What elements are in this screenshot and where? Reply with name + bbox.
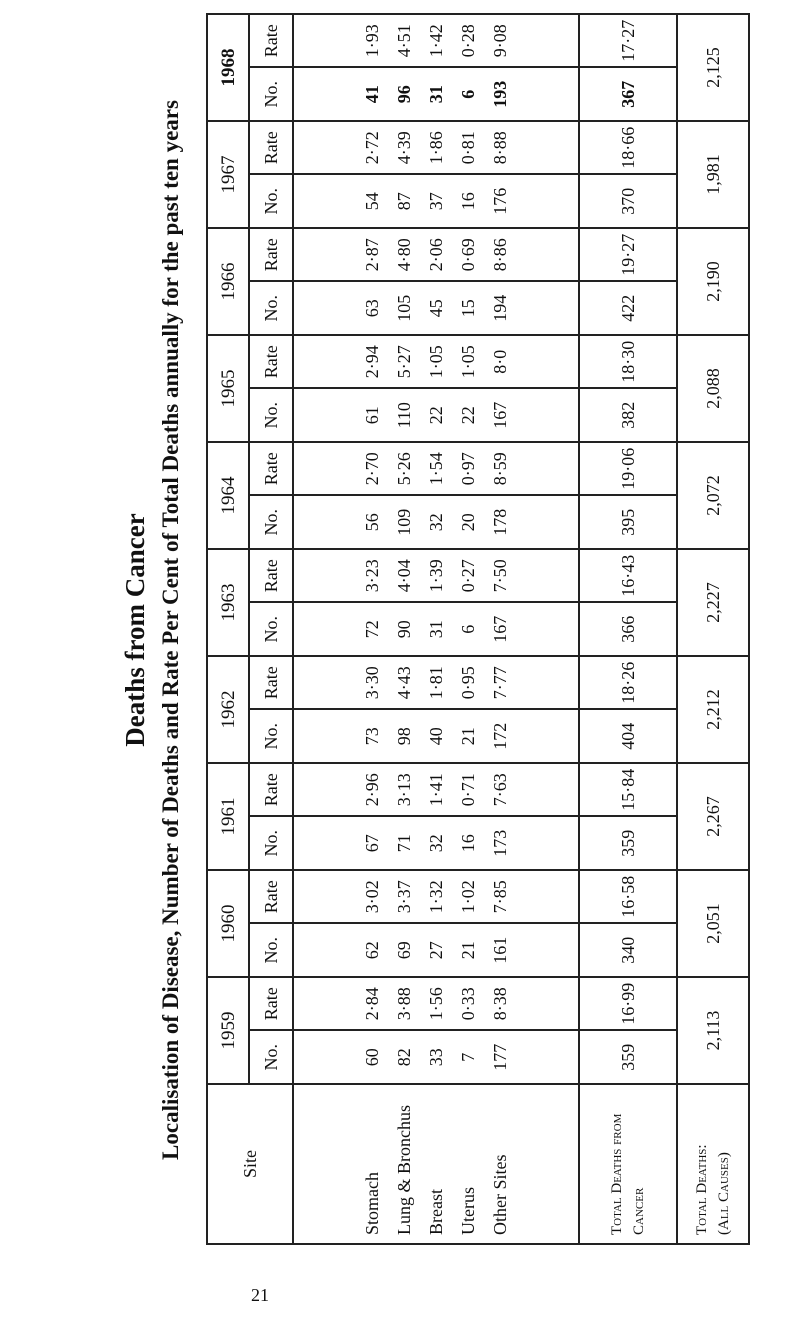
deaths-rate: 1·54 — [426, 452, 446, 486]
rate-header: Rate — [249, 121, 293, 175]
year-header: 1961 — [207, 763, 249, 870]
total-all-causes-row — [677, 14, 749, 1244]
rotated-table-page — [110, 15, 750, 1245]
deaths-rate: 0·97 — [458, 452, 478, 486]
total-all-causes-value: 2,088 — [677, 335, 749, 442]
total-cancer-number: 370 — [579, 175, 677, 229]
deaths-rate: 1·05 — [458, 345, 478, 379]
deaths-rate: 4·51 — [394, 24, 414, 58]
rate-header: Rate — [249, 656, 293, 710]
site-deaths-numbers — [293, 389, 579, 443]
deaths-rate: 8·59 — [490, 452, 510, 486]
deaths-number: 90 — [394, 620, 414, 639]
page-title — [110, 15, 196, 1245]
deaths-number: 31 — [426, 85, 446, 104]
deaths-rate: 3·88 — [394, 987, 414, 1021]
year-header: 1966 — [207, 228, 249, 335]
deaths-rate: 0·28 — [458, 24, 478, 58]
deaths-number: 172 — [490, 722, 510, 750]
total-cancer-number: 340 — [579, 924, 677, 978]
deaths-rate: 3·23 — [362, 559, 382, 593]
site-label: Uterus — [458, 1187, 478, 1235]
deaths-rate: 0·33 — [458, 987, 478, 1021]
deaths-rate: 8·0 — [490, 349, 510, 374]
deaths-number: 32 — [426, 513, 446, 532]
deaths-number: 21 — [458, 941, 478, 960]
deaths-rate: 7·50 — [490, 559, 510, 593]
deaths-rate: 4·04 — [394, 559, 414, 593]
site-deaths-rates — [293, 121, 579, 175]
year-header: 1960 — [207, 870, 249, 977]
deaths-number: 22 — [426, 406, 446, 425]
year-header: 1968 — [207, 14, 249, 121]
year-header-row — [207, 14, 249, 1244]
deaths-rate: 2·70 — [362, 452, 382, 486]
deaths-rate: 0·27 — [458, 559, 478, 593]
year-header: 1959 — [207, 977, 249, 1084]
title-line-1: Deaths from Cancer — [120, 513, 150, 747]
total-cancer-number: 366 — [579, 603, 677, 657]
deaths-rate: 0·69 — [458, 238, 478, 272]
site-deaths-rates — [293, 656, 579, 710]
total-cancer-rate: 18·26 — [579, 656, 677, 710]
deaths-number: 69 — [394, 941, 414, 960]
subheader-row — [249, 14, 293, 1244]
deaths-number: 87 — [394, 192, 414, 211]
deaths-number: 82 — [394, 1048, 414, 1067]
total-all-label — [677, 1084, 749, 1244]
site-deaths-rates — [293, 977, 579, 1031]
site-label: Breast — [426, 1189, 446, 1235]
rate-header: Rate — [249, 549, 293, 603]
deaths-number: 178 — [490, 508, 510, 536]
deaths-rate: 8·86 — [490, 238, 510, 272]
deaths-number: 194 — [490, 294, 510, 322]
title-line-2: Localisation of Disease, Number of Deaths and Rate Per Cent of Total Deaths annually for the past ten years — [158, 100, 183, 1160]
site-deaths-numbers — [293, 603, 579, 657]
total-cancer-rate: 16·58 — [579, 870, 677, 924]
deaths-number: 109 — [394, 508, 414, 536]
deaths-number: 161 — [490, 936, 510, 964]
deaths-rate: 2·94 — [362, 345, 382, 379]
deaths-rate: 0·71 — [458, 773, 478, 807]
deaths-number: 27 — [426, 941, 446, 960]
deaths-number: 16 — [458, 834, 478, 853]
deaths-number: 105 — [394, 294, 414, 322]
total-all-causes-value: 2,190 — [677, 228, 749, 335]
deaths-number: 33 — [426, 1048, 446, 1067]
year-header: 1967 — [207, 121, 249, 228]
deaths-rate: 2·84 — [362, 987, 382, 1021]
deaths-rate: 5·26 — [394, 452, 414, 486]
deaths-rate: 2·87 — [362, 238, 382, 272]
deaths-number: 98 — [394, 727, 414, 746]
total-cancer-rate: 17·27 — [579, 14, 677, 68]
deaths-number: 96 — [394, 85, 414, 104]
number-header: No. — [249, 603, 293, 657]
deaths-rate: 1·05 — [426, 345, 446, 379]
rate-header: Rate — [249, 14, 293, 68]
site-deaths-rates — [293, 335, 579, 389]
year-header: 1963 — [207, 549, 249, 656]
rate-header: Rate — [249, 870, 293, 924]
rate-header: Rate — [249, 335, 293, 389]
total-all-causes-value: 2,125 — [677, 14, 749, 121]
deaths-rate: 1·81 — [426, 666, 446, 700]
deaths-number: 54 — [362, 192, 382, 211]
site-deaths-numbers — [293, 175, 579, 229]
total-label-line-2: Cancer — [631, 1187, 647, 1235]
deaths-number: 45 — [426, 299, 446, 318]
deaths-number: 41 — [362, 85, 382, 104]
total-cancer-number: 367 — [579, 68, 677, 122]
deaths-number: 7 — [458, 1052, 478, 1062]
deaths-number: 177 — [490, 1043, 510, 1071]
deaths-number: 32 — [426, 834, 446, 853]
site-deaths-rates — [293, 870, 579, 924]
deaths-rate: 8·38 — [490, 987, 510, 1021]
number-header: No. — [249, 710, 293, 764]
deaths-number: 6 — [458, 624, 478, 634]
total-cancer-rate: 15·84 — [579, 763, 677, 817]
total-all-causes-value: 2,227 — [677, 549, 749, 656]
all-label-line-1: Total Deaths: — [694, 1144, 710, 1235]
site-deaths-numbers — [293, 496, 579, 550]
site-deaths-numbers — [293, 1031, 579, 1085]
deaths-number: 40 — [426, 727, 446, 746]
total-cancer-label — [579, 1084, 677, 1244]
rate-header: Rate — [249, 977, 293, 1031]
total-cancer-number: 382 — [579, 389, 677, 443]
deaths-number: 193 — [490, 80, 510, 108]
total-cancer-rate: 19·27 — [579, 228, 677, 282]
site-deaths-numbers — [293, 710, 579, 764]
deaths-number: 176 — [490, 187, 510, 215]
site-label: Lung & Bronchus — [394, 1105, 414, 1235]
site-deaths-numbers — [293, 282, 579, 336]
deaths-number: 73 — [362, 727, 382, 746]
deaths-rate: 1·42 — [426, 24, 446, 58]
deaths-number: 63 — [362, 299, 382, 318]
deaths-number: 6 — [458, 89, 478, 99]
total-all-causes-value: 1,981 — [677, 121, 749, 228]
deaths-rate: 2·72 — [362, 131, 382, 165]
site-label: Other Sites — [490, 1154, 510, 1235]
total-cancer-number: 359 — [579, 1031, 677, 1085]
total-cancer-rate: 18·66 — [579, 121, 677, 175]
deaths-rate: 1·39 — [426, 559, 446, 593]
deaths-number: 56 — [362, 513, 382, 532]
total-cancer-rate: 16·99 — [579, 977, 677, 1031]
number-header: No. — [249, 1031, 293, 1085]
total-cancer-rate: 19·06 — [579, 442, 677, 496]
number-header: No. — [249, 282, 293, 336]
deaths-rate: 3·02 — [362, 880, 382, 914]
site-deaths-rates — [293, 228, 579, 282]
deaths-number: 173 — [490, 829, 510, 857]
deaths-rate: 7·85 — [490, 880, 510, 914]
deaths-rate: 1·86 — [426, 131, 446, 165]
year-header: 1965 — [207, 335, 249, 442]
deaths-rate: 4·43 — [394, 666, 414, 700]
deaths-rate: 1·02 — [458, 880, 478, 914]
number-header: No. — [249, 496, 293, 550]
all-label-line-2: (All Causes) — [716, 1152, 732, 1235]
deaths-rate: 7·63 — [490, 773, 510, 807]
deaths-number: 61 — [362, 406, 382, 425]
deaths-rate: 1·93 — [362, 24, 382, 58]
deaths-rate: 3·30 — [362, 666, 382, 700]
deaths-rate: 1·56 — [426, 987, 446, 1021]
deaths-rate: 3·13 — [394, 773, 414, 807]
site-data-row — [293, 14, 579, 1244]
year-header: 1962 — [207, 656, 249, 763]
deaths-number: 15 — [458, 299, 478, 318]
deaths-number: 71 — [394, 834, 414, 853]
total-all-causes-value: 2,113 — [677, 977, 749, 1084]
deaths-rate: 2·06 — [426, 238, 446, 272]
deaths-number: 110 — [394, 402, 414, 429]
total-all-causes-value: 2,072 — [677, 442, 749, 549]
number-header: No. — [249, 817, 293, 871]
deaths-number: 167 — [490, 615, 510, 643]
deaths-rate: 2·96 — [362, 773, 382, 807]
deaths-number: 62 — [362, 941, 382, 960]
cancer-deaths-table — [206, 13, 750, 1245]
year-header: 1964 — [207, 442, 249, 549]
deaths-number: 21 — [458, 727, 478, 746]
deaths-rate: 1·41 — [426, 773, 446, 807]
site-list — [293, 1084, 579, 1244]
deaths-rate: 9·08 — [490, 24, 510, 58]
site-deaths-rates — [293, 763, 579, 817]
deaths-number: 67 — [362, 834, 382, 853]
site-deaths-numbers — [293, 68, 579, 122]
site-deaths-numbers — [293, 817, 579, 871]
page-number: 21 — [251, 1285, 269, 1305]
total-cancer-number: 359 — [579, 817, 677, 871]
site-deaths-rates — [293, 14, 579, 68]
deaths-number: 167 — [490, 401, 510, 429]
deaths-rate: 4·80 — [394, 238, 414, 272]
total-cancer-rate: 18·30 — [579, 335, 677, 389]
total-cancer-number: 404 — [579, 710, 677, 764]
total-label-line-1: Total Deaths from — [609, 1113, 625, 1235]
number-header: No. — [249, 924, 293, 978]
site-header: Site — [207, 1084, 293, 1244]
total-all-causes-value: 2,267 — [677, 763, 749, 870]
site-deaths-rates — [293, 549, 579, 603]
deaths-rate: 8·88 — [490, 131, 510, 165]
total-cancer-number: 422 — [579, 282, 677, 336]
total-all-causes-value: 2,051 — [677, 870, 749, 977]
total-cancer-row — [579, 14, 677, 1244]
total-cancer-rate: 16·43 — [579, 549, 677, 603]
deaths-rate: 4·39 — [394, 131, 414, 165]
number-header: No. — [249, 68, 293, 122]
site-label: Stomach — [362, 1172, 382, 1235]
total-cancer-number: 395 — [579, 496, 677, 550]
site-deaths-rates — [293, 442, 579, 496]
deaths-number: 60 — [362, 1048, 382, 1067]
deaths-rate: 1·32 — [426, 880, 446, 914]
deaths-rate: 5·27 — [394, 345, 414, 379]
deaths-number: 37 — [426, 192, 446, 211]
number-header: No. — [249, 389, 293, 443]
deaths-number: 16 — [458, 192, 478, 211]
deaths-number: 22 — [458, 406, 478, 425]
rate-header: Rate — [249, 228, 293, 282]
site-deaths-numbers — [293, 924, 579, 978]
deaths-rate: 0·95 — [458, 666, 478, 700]
deaths-rate: 0·81 — [458, 131, 478, 165]
rate-header: Rate — [249, 763, 293, 817]
total-all-causes-value: 2,212 — [677, 656, 749, 763]
deaths-number: 20 — [458, 513, 478, 532]
rate-header: Rate — [249, 442, 293, 496]
deaths-number: 72 — [362, 620, 382, 639]
deaths-number: 31 — [426, 620, 446, 639]
deaths-rate: 3·37 — [394, 880, 414, 914]
deaths-rate: 7·77 — [490, 666, 510, 700]
number-header: No. — [249, 175, 293, 229]
